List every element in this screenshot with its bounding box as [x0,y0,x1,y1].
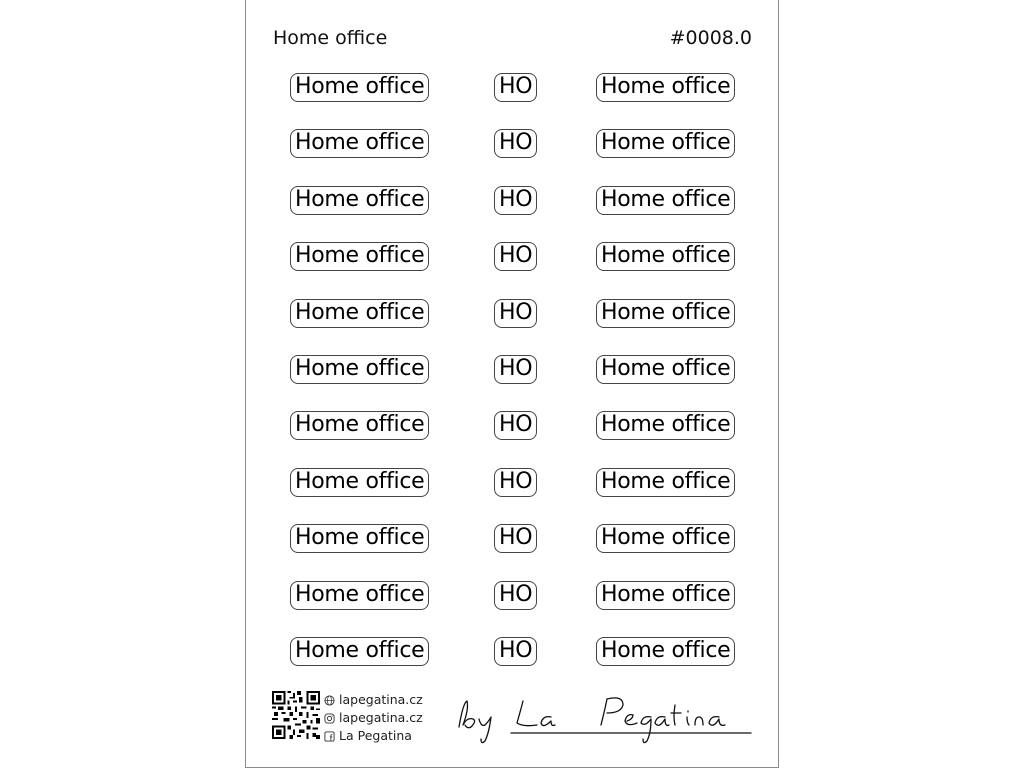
sticker-home-office: Home office [596,524,735,553]
sticker-home-office: Home office [596,355,735,384]
sticker-ho: HO [494,581,537,610]
sticker-home-office: Home office [596,73,735,102]
website-link-text: lapegatina.cz [339,692,423,707]
sticker-ho: HO [494,355,537,384]
sticker-ho: HO [494,186,537,215]
sticker-ho: HO [494,468,537,497]
sticker-home-office: Home office [290,524,429,553]
sticker-ho: HO [494,524,537,553]
instagram-icon [324,713,335,724]
sticker-home-office: Home office [290,242,429,271]
sticker-home-office: Home office [290,637,429,666]
sticker-home-office: Home office [596,242,735,271]
instagram-link[interactable] [324,709,423,727]
sticker-ho: HO [494,129,537,158]
sticker-home-office: Home office [596,468,735,497]
sheet-title: Home office [273,27,388,49]
sticker-home-office: Home office [596,299,735,328]
sticker-home-office: Home office [596,581,735,610]
facebook-link-text: La Pegatina [339,728,412,743]
sticker-home-office: Home office [596,411,735,440]
qr-code-icon [272,691,320,739]
sticker-home-office: Home office [596,129,735,158]
footer-links [324,691,423,745]
sticker-home-office: Home office [290,581,429,610]
sticker-ho: HO [494,637,537,666]
sticker-home-office: Home office [290,355,429,384]
website-link[interactable] [324,691,423,709]
globe-icon [324,695,335,706]
sticker-home-office: Home office [596,637,735,666]
instagram-link-text: lapegatina.cz [339,710,423,725]
sticker-home-office: Home office [596,186,735,215]
sticker-sheet [245,0,779,768]
sticker-ho: HO [494,73,537,102]
sticker-home-office: Home office [290,129,429,158]
sticker-ho: HO [494,299,537,328]
facebook-icon [324,731,335,742]
facebook-link[interactable] [324,727,423,745]
sheet-code: #0008.0 [669,27,752,49]
sticker-home-office: Home office [290,186,429,215]
sticker-home-office: Home office [290,468,429,497]
sticker-ho: HO [494,242,537,271]
sticker-ho: HO [494,411,537,440]
sticker-home-office: Home office [290,299,429,328]
signature-logo [451,689,756,749]
sticker-home-office: Home office [290,411,429,440]
sticker-home-office: Home office [290,73,429,102]
